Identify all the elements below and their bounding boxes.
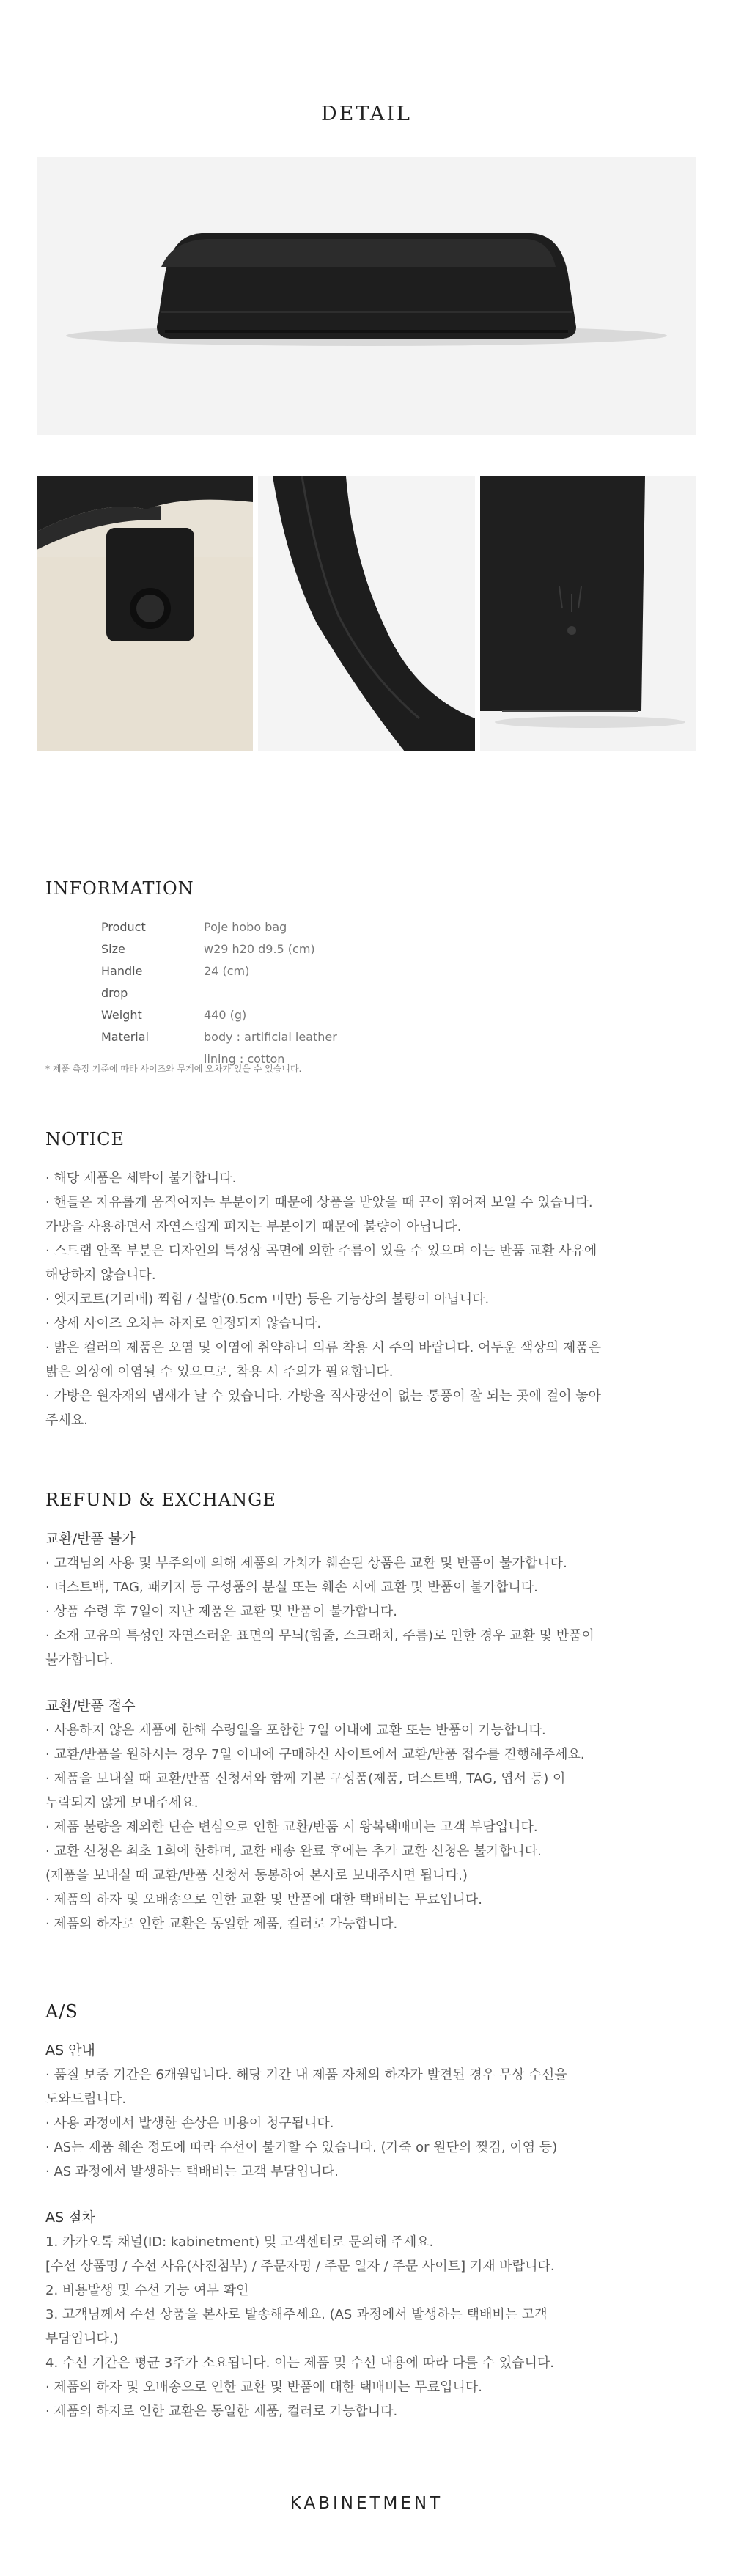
- list-line: (제품을 보내실 때 교환/반품 신청서 동봉하여 본사로 보내주시면 됩니다.): [45, 1868, 468, 1883]
- info-value: 24 (cm): [204, 964, 250, 978]
- list-line: · 제품 불량을 제외한 단순 변심으로 인한 교환/반품 시 왕복택배비는 고객 부담입니다.: [45, 1819, 538, 1835]
- info-row: [101, 916, 337, 938]
- clasp-detail-photo: [37, 476, 253, 751]
- info-label: Material: [101, 1030, 149, 1044]
- list-line: · 고객님의 사용 및 부주의에 의해 제품의 가치가 훼손된 상품은 교환 및 반품이 불가합니다.: [45, 1556, 567, 1571]
- list-line: · 제품을 보내실 때 교환/반품 신청서와 함께 기본 구성품(제품, 더스트백, TAG, 엽서 등) 이: [45, 1771, 566, 1786]
- refund-title: REFUND & EXCHANGE: [45, 1490, 276, 1510]
- list-line: · AS는 제품 훼손 정도에 따라 수선이 불가할 수 있습니다. (가죽 or 원단의 찢김, 이염 등): [45, 2140, 558, 2155]
- list-line: 부담입니다.): [45, 2331, 119, 2347]
- list-line: · 핸들은 자유롭게 움직여지는 부분이기 때문에 상품을 받았을 때 끈이 휘어져 보일 수 있습니다.: [45, 1195, 593, 1210]
- bag-bottom-photo: [37, 157, 696, 435]
- info-row: [101, 938, 337, 960]
- refund-accept-head: 교환/반품 접수: [45, 1698, 136, 1714]
- strap-detail-photo: [258, 476, 475, 751]
- list-line: · 상세 사이즈 오차는 하자로 인정되지 않습니다.: [45, 1316, 322, 1331]
- list-line: · 해당 제품은 세탁이 불가합니다.: [45, 1171, 237, 1186]
- list-line: · 제품의 하자로 인한 교환은 동일한 제품, 컬러로 가능합니다.: [45, 1916, 398, 1932]
- list-line: · 제품의 하자 및 오배송으로 인한 교환 및 반품에 대한 택배비는 무료입니다.: [45, 2380, 483, 2395]
- list-line: 해당하지 않습니다.: [45, 1267, 156, 1283]
- refund-not-allowed-head: 교환/반품 불가: [45, 1531, 136, 1547]
- list-line: · 상품 수령 후 7일이 지난 제품은 교환 및 반품이 불가합니다.: [45, 1604, 398, 1619]
- notice-list: [45, 1166, 690, 1432]
- list-line: 불가합니다.: [45, 1652, 114, 1668]
- info-value: lining : cotton: [204, 1052, 285, 1066]
- as-proc-list: [45, 2230, 690, 2424]
- list-line: 누락되지 않게 보내주세요.: [45, 1795, 199, 1811]
- list-line: [수선 상품명 / 수선 사유(사진첨부) / 주문자명 / 주문 일자 / 주문 사이트] 기재 바랍니다.: [45, 2259, 555, 2274]
- info-value: body : artificial leather: [204, 1030, 337, 1044]
- list-line: 주세요.: [45, 1413, 88, 1428]
- list-line: 1. 카카오톡 채널(ID: kabinetment) 및 고객센터로 문의해 주세요.: [45, 2234, 434, 2250]
- as-title: A/S: [45, 2001, 78, 2022]
- refund-accept-list: [45, 1718, 690, 1936]
- list-line: · AS 과정에서 발생하는 택배비는 고객 부담입니다.: [45, 2164, 339, 2179]
- refund-not-allowed-list: [45, 1551, 690, 1672]
- list-line: · 교환 신청은 최초 1회에 한하며, 교환 배송 완료 후에는 추가 교환 신청은 불가합니다.: [45, 1844, 542, 1859]
- list-line: 밝은 의상에 이염될 수 있으므로, 착용 시 주의가 필요합니다.: [45, 1364, 394, 1380]
- list-line: · 제품의 하자로 인한 교환은 동일한 제품, 컬러로 가능합니다.: [45, 2404, 398, 2419]
- list-line: 2. 비용발생 및 수선 가능 여부 확인: [45, 2283, 249, 2298]
- list-line: · 사용 과정에서 발생한 손상은 비용이 청구됩니다.: [45, 2116, 334, 2131]
- logo-detail-photo: [480, 476, 696, 751]
- list-line: · 제품의 하자 및 오배송으로 인한 교환 및 반품에 대한 택배비는 무료입니다.: [45, 1892, 483, 1907]
- information-title: INFORMATION: [45, 878, 194, 899]
- info-row: [101, 960, 337, 1004]
- list-line: · 소재 고유의 특성인 자연스러운 표면의 무늬(힘줄, 스크래치, 주름)로 인한 경우 교환 및 반품이: [45, 1628, 594, 1644]
- info-value: 440 (g): [204, 1008, 247, 1022]
- info-label: Product: [101, 920, 146, 934]
- list-line: · 더스트백, TAG, 패키지 등 구성품의 분실 또는 훼손 시에 교환 및 반품이 불가합니다.: [45, 1580, 538, 1595]
- refund-body: [45, 1527, 690, 1936]
- detail-title: DETAIL: [321, 103, 412, 125]
- info-label: Weight: [101, 1008, 142, 1022]
- list-line: 도와드립니다.: [45, 2091, 127, 2107]
- info-label: Size: [101, 942, 125, 956]
- list-line: · 품질 보증 기간은 6개월입니다. 해당 기간 내 제품 자체의 하자가 발견된 경우 무상 수선을: [45, 2067, 567, 2083]
- information-note: * 제품 측정 기준에 따라 사이즈와 무게에 오차가 있을 수 있습니다.: [45, 1064, 302, 1074]
- info-row: [101, 1004, 337, 1026]
- as-guide-head: AS 안내: [45, 2042, 95, 2058]
- as-body: [45, 2039, 690, 2424]
- list-line: 3. 고객님께서 수선 상품을 본사로 발송해주세요. (AS 과정에서 발생하는 택배비는 고객: [45, 2307, 548, 2322]
- list-line: 4. 수선 기간은 평균 3주가 소요됩니다. 이는 제품 및 수선 내용에 따라 다를 수 있습니다.: [45, 2355, 554, 2371]
- list-line: · 사용하지 않은 제품에 한해 수령일을 포함한 7일 이내에 교환 또는 반품이 가능합니다.: [45, 1723, 546, 1738]
- list-line: · 엣지코트(기리메) 찍힘 / 실밥(0.5cm 미만) 등은 기능상의 불량이 아닙니다.: [45, 1292, 490, 1307]
- information-table: [101, 916, 337, 1070]
- as-guide-list: [45, 2063, 690, 2184]
- info-value: w29 h20 d9.5 (cm): [204, 942, 315, 956]
- list-line: · 가방은 원자재의 냄새가 날 수 있습니다. 가방을 직사광선이 없는 통풍이 잘 되는 곳에 걸어 놓아: [45, 1388, 602, 1404]
- list-line: · 스트랩 안쪽 부분은 디자인의 특성상 곡면에 의한 주름이 있을 수 있으며 이는 반품 교환 사유에: [45, 1243, 597, 1259]
- list-line: 가방을 사용하면서 자연스럽게 펴지는 부분이기 때문에 불량이 아닙니다.: [45, 1219, 462, 1234]
- list-line: · 교환/반품을 원하시는 경우 7일 이내에 구매하신 사이트에서 교환/반품 접수를 진행해주세요.: [45, 1747, 585, 1762]
- brand-logo-text: KABINETMENT: [290, 2494, 443, 2513]
- notice-title: NOTICE: [45, 1129, 125, 1149]
- as-proc-head: AS 절차: [45, 2209, 95, 2226]
- info-value: Poje hobo bag: [204, 920, 287, 934]
- info-label: Handle drop: [101, 964, 143, 1000]
- list-line: · 밝은 컬러의 제품은 오염 및 이염에 취약하니 의류 착용 시 주의 바랍니다. 어두운 색상의 제품은: [45, 1340, 602, 1355]
- info-row: [101, 1026, 337, 1048]
